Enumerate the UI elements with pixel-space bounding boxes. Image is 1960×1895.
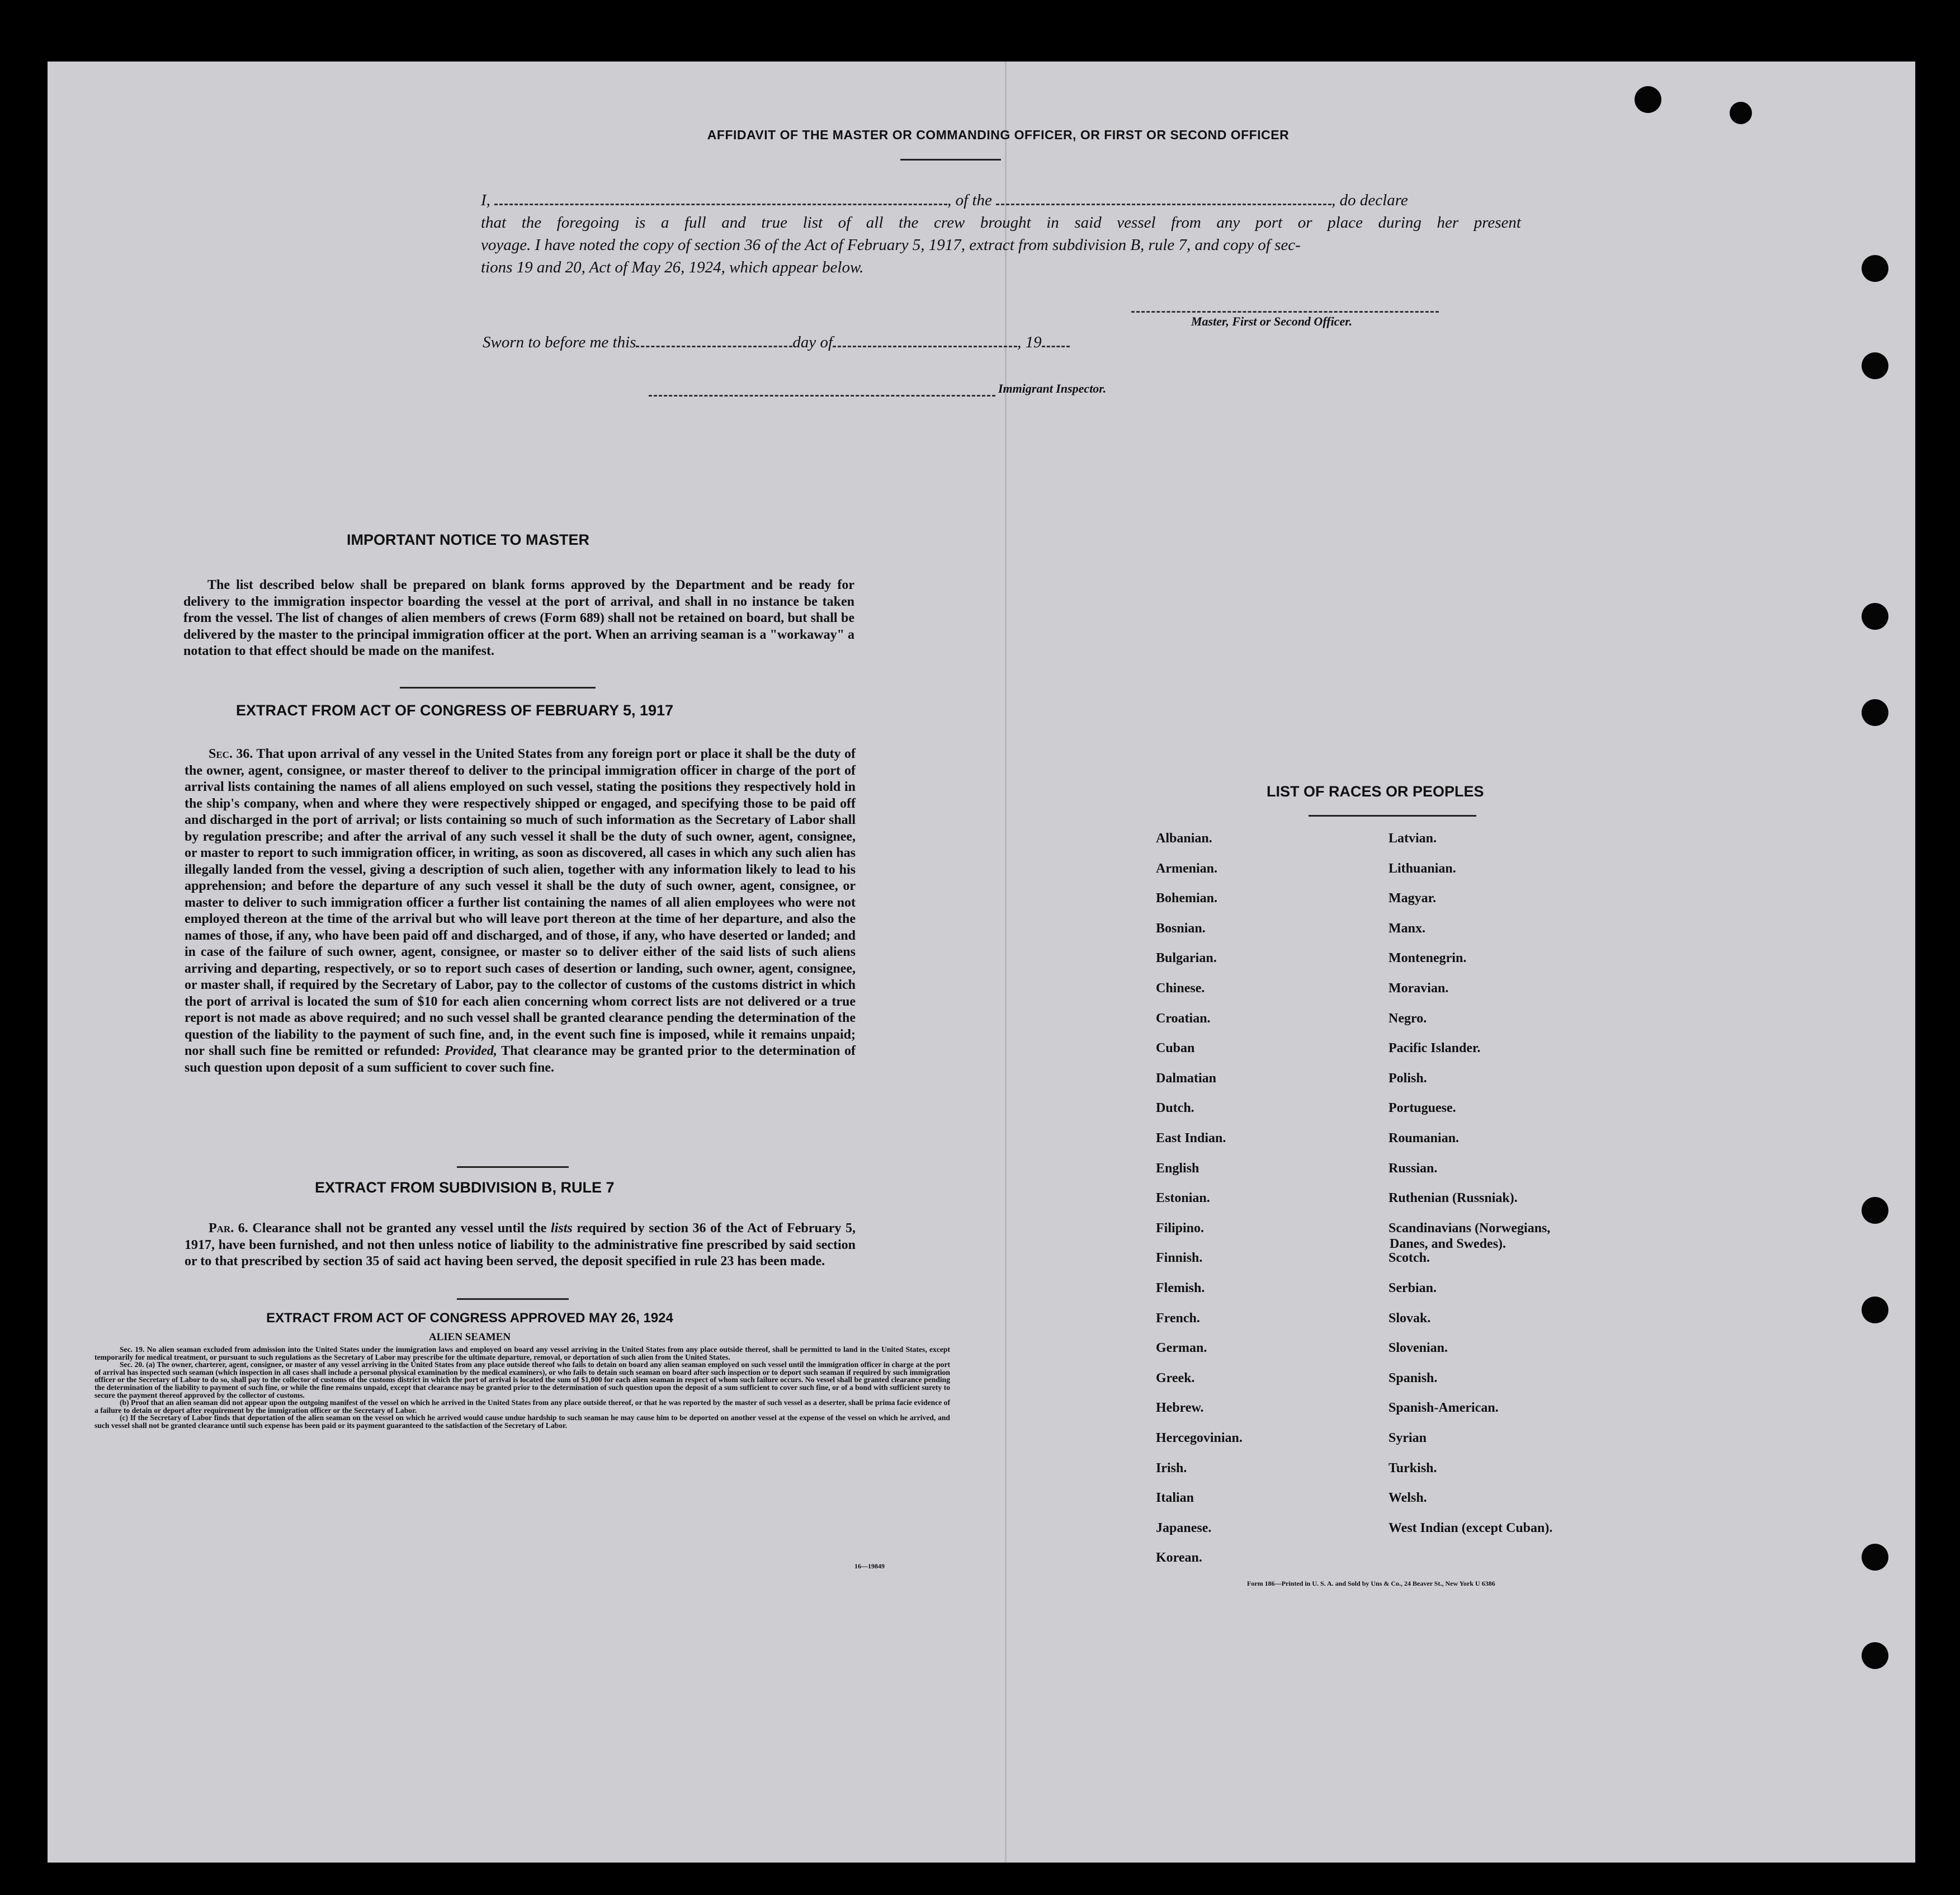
affidavit-line-2: that the foregoing is a full and true list of all the crew brought in said vessel from any port or place during her present <box>481 214 1521 232</box>
race-item: Portuguese. <box>1388 1101 1456 1116</box>
race-item: Korean. <box>1156 1550 1202 1566</box>
punch-hole <box>1862 1544 1888 1571</box>
month-blank[interactable] <box>833 346 1017 347</box>
name-blank[interactable] <box>494 204 947 205</box>
par-6-label: Par. 6. <box>209 1221 248 1236</box>
race-item: German. <box>1156 1341 1207 1356</box>
punch-hole <box>1862 255 1888 282</box>
sec-20a-text: Sec. 20. (a) The owner, charterer, agent, consignee, or master of any vessel arriving in the United States from any place outside thereof who fails to detain on board any alien seaman employed on such vessel until the immigration officer in charge at the port of arrival has inspected such seaman (which inspection in all cases shall include a personal physical examination by the medical examiners), or who fails to detain such seaman on board after such inspection or to deport such seaman if required by such immigration officer or the Secretary of Labor to do so, shall pay to the collector of customs of the customs district in which the port of arrival is located the sum of $1,000 for each alien seaman in respect of whom such failure occurs. No vessel shall be granted clearance pending the determination of the liability to payment of such fine, or while the fine remains unpaid, except that clearance may be granted prior to the determination of such question upon the deposit of a sum sufficient to cover such fine, or of a bond with sufficient surety to secure the payment thereof approved by the collector of customs. <box>95 1360 950 1399</box>
day-of-label: day of <box>792 333 833 351</box>
master-caption: Master, First or Second Officer. <box>1191 314 1353 328</box>
punch-hole <box>1862 1642 1888 1669</box>
race-item: Bosnian. <box>1156 921 1206 936</box>
rule-7-body <box>185 1220 856 1270</box>
affidavit-line-4: tions 19 and 20, Act of May 26, 1924, which appear below. <box>481 258 864 276</box>
extract-1924-body <box>95 1346 950 1430</box>
document-page <box>48 62 1915 1863</box>
race-item: Latvian. <box>1388 831 1437 846</box>
punch-hole <box>1635 86 1661 113</box>
notice-title: IMPORTANT NOTICE TO MASTER <box>347 531 589 548</box>
race-item: Estonian. <box>1156 1191 1210 1206</box>
title-rule <box>900 159 1001 161</box>
race-item: Montenegrin. <box>1388 951 1467 966</box>
year-label: , 19 <box>1017 333 1042 351</box>
year-blank[interactable] <box>1042 346 1070 347</box>
race-item: Albanian. <box>1156 831 1212 846</box>
race-item: Irish. <box>1156 1460 1187 1476</box>
race-item: Syrian <box>1388 1431 1427 1445</box>
race-item: Spanish. <box>1388 1370 1438 1385</box>
race-item: Magyar. <box>1388 891 1437 906</box>
sworn-day-blank[interactable] <box>636 346 792 347</box>
race-item: Bohemian. <box>1156 891 1218 906</box>
race-item: Serbian. <box>1388 1281 1437 1295</box>
extract-1924-subtitle: ALIEN SEAMEN <box>428 1331 511 1343</box>
races-title: LIST OF RACES OR PEOPLES <box>1267 783 1484 800</box>
lists-word: lists <box>551 1221 573 1236</box>
race-item: Ruthenian (Russniak). <box>1388 1191 1518 1206</box>
sec-36-text-end: That clearance may be granted prior to the determination of such question upon deposit of a sum sufficient to cover such fine. <box>185 1044 856 1075</box>
vessel-blank[interactable] <box>996 204 1331 205</box>
par-6-text: Clearance shall not be granted any vessel until the <box>252 1221 547 1236</box>
i-label: I, <box>481 191 490 209</box>
notice-body: The list described below shall be prepared on blank forms approved by the Department and be ready for delivery to the immigration inspector boarding the vessel at the port of arrival, and shall in no instance be taken from the vessel. The list of changes of alien members of crews (Form 689) shall not be retained on board, but shall be delivered by the master to the principal immigration officer at the port. When an arriving seaman is a "workaway" a notation to that effect should be made on the manifest. <box>183 578 854 658</box>
extract-1917-title: EXTRACT FROM ACT OF CONGRESS OF FEBRUARY 5, 1917 <box>236 702 674 719</box>
race-item: Flemish. <box>1156 1281 1205 1295</box>
race-item: Finnish. <box>1156 1251 1203 1266</box>
race-item: Greek. <box>1156 1370 1195 1385</box>
sec-20c-text: (c) If the Secretary of Labor finds that deportation of the alien seaman on the vessel on which he arrived would cause undue hardship to such seaman he may cause him to be deported on another vessel at the expense of the vessel on which he arrived, and such vessel shall not be granted clearance until such expense has been paid or its payment guaranteed to the satisfaction of the Secretary of Labor. <box>95 1413 950 1430</box>
master-signature-line[interactable] <box>1131 311 1439 313</box>
race-item: Scandinavians (Norwegians, <box>1388 1220 1551 1236</box>
race-item: Welsh. <box>1388 1491 1427 1506</box>
race-item: Spanish-American. <box>1388 1401 1499 1416</box>
extract-1924-title: EXTRACT FROM ACT OF CONGRESS APPROVED MAY 26, 1924 <box>266 1311 673 1326</box>
declare-label: , do declare <box>1331 191 1408 209</box>
race-item: Croatian. <box>1156 1011 1211 1026</box>
par-6-text-end: required by section 36 of the Act of February 5, 1917, have been furnished, and not then unless notice of liability to the administrative fine prescribed by said section or to that prescribed by section 35 of said act having been served, the deposit specified in rule 23 has been made. <box>185 1221 856 1269</box>
sec-20b-text: (b) Proof that an alien seaman did not appear upon the outgoing manifest of the vessel on which he arrived in the United States from any place outside thereof, or that he was reported by the master of such vessel as a deserter, shall be prima facie evidence of a failure to detain or deport after requirement by the immigration officer or the Secretary of Labor. <box>95 1398 950 1415</box>
sworn-label: Sworn to before me this <box>483 333 636 351</box>
race-item: Danes, and Swedes). <box>1390 1236 1506 1251</box>
inspector-caption: Immigrant Inspector. <box>998 381 1107 395</box>
form-footer: Form 186—Printed in U. S. A. and Sold by Uns & Co., 24 Beaver St., New York U 6386 <box>1247 1580 1495 1587</box>
affidavit-statement <box>481 189 1521 279</box>
of-the-label: , of the <box>947 191 992 209</box>
sworn-line <box>483 333 1070 352</box>
races-rule <box>1309 815 1476 817</box>
race-item: Manx. <box>1388 921 1425 936</box>
race-item: Moravian. <box>1388 981 1449 996</box>
punch-hole <box>1730 102 1752 124</box>
section-rule <box>457 1298 569 1300</box>
sec-36-label: Sec. 36. <box>209 747 253 761</box>
race-item: East Indian. <box>1156 1131 1226 1146</box>
punch-hole <box>1862 352 1888 379</box>
punch-hole <box>1862 699 1888 726</box>
rule-7-title: EXTRACT FROM SUBDIVISION B, RULE 7 <box>315 1179 615 1196</box>
race-item: Slovenian. <box>1388 1341 1448 1356</box>
inspector-signature-line[interactable] <box>649 395 995 397</box>
race-item: Dutch. <box>1156 1101 1194 1116</box>
race-item: French. <box>1156 1311 1200 1326</box>
race-item: Armenian. <box>1156 861 1217 876</box>
race-item: Polish. <box>1388 1071 1427 1086</box>
race-item: Dalmatian <box>1156 1071 1216 1086</box>
fold-crease <box>1005 62 1007 1863</box>
section-rule <box>457 1166 569 1168</box>
race-item: Italian <box>1156 1491 1194 1506</box>
race-item: Lithuanian. <box>1388 861 1456 876</box>
race-item: English <box>1156 1161 1199 1176</box>
race-item: Bulgarian. <box>1156 951 1217 966</box>
race-item: Filipino. <box>1156 1220 1205 1236</box>
race-item: West Indian (except Cuban). <box>1388 1520 1553 1535</box>
race-item: Cuban <box>1156 1041 1195 1056</box>
race-item: Russian. <box>1388 1161 1438 1176</box>
provided-label: Provided, <box>444 1044 497 1058</box>
sec-36-text: That upon arrival of any vessel in the United States from any foreign port or place it shall be the duty of the owner, agent, consignee, or master thereof to deliver to the principal immigration officer in charge of the port of arrival lists containing the names of all aliens employed on such vessel, stating the positions they respectively hold in the ship's company, when and where they were respectively shipped or engaged, and specifying those to be paid off and discharged in the port of arrival; or lists containing so much of such information as the Secretary of Labor shall by regulation prescribe; and after the arrival of any such vessel it shall be the duty of such owner, agent, consignee, or master to report to such immigration officer, in writing, as soon as discovered, all cases in which any such alien has illegally landed from the vessel, giving a description of such alien, together with any information likely to lead to his apprehension; and before the departure of any such vessel it shall be the duty of such owner, agent, consignee, or master to deliver to such immigration officer a further list containing the names of all alien employees who were not employed thereon at the time of the arrival but who will leave port thereon at the time of her departure, and also the names of those, if any, who have been paid off and discharged, and of those, if any, who have deserted or landed; and in case of the failure of such owner, agent, consignee, or master so to deliver either of the said lists of such aliens arriving and departing, respectively, or so to report such cases of desertion or landing, such owner, agent, consignee, or master shall, if required by the Secretary of Labor, pay to the collector of customs of the customs district in which the port of arrival is located the sum of $10 for each alien concerning whom correct lists are not delivered or a true report is not made as above required; and no such vessel shall be granted clearance pending the determination of the question of the liability to the payment of such fine, and, in the event such fine is imposed, while it remains unpaid; nor shall such fine be remitted or refunded: <box>185 747 856 1058</box>
race-item: Turkish. <box>1388 1460 1437 1476</box>
affidavit-title: AFFIDAVIT OF THE MASTER OR COMMANDING OFFICER, OR FIRST OR SECOND OFFICER <box>707 128 1290 142</box>
punch-hole <box>1862 1197 1888 1224</box>
section-rule <box>400 687 596 689</box>
race-item: Hebrew. <box>1156 1401 1204 1416</box>
race-item: Slovak. <box>1388 1311 1431 1326</box>
sec-19-text: Sec. 19. No alien seaman excluded from admission into the United States under the immigration laws and employed on board any vessel arriving in the United States from any place outside thereof, shall be permitted to land in the United States, except temporarily for medical treatment, or pursuant to such regulations as the Secretary of Labor may prescribe for the ultimate departure, removal, or deportation of such alien from the United States. <box>95 1345 950 1361</box>
race-item: Chinese. <box>1156 981 1205 996</box>
extract-1917-body <box>185 746 856 1076</box>
affidavit-line-3: voyage. I have noted the copy of section 36 of the Act of February 5, 1917, extract from subdivision B, rule 7, and copy of sec- <box>481 236 1301 254</box>
race-item: Roumanian. <box>1388 1131 1460 1146</box>
race-item: Hercegovinian. <box>1156 1431 1243 1445</box>
punch-hole <box>1862 1297 1888 1323</box>
race-item: Scotch. <box>1388 1251 1430 1266</box>
race-item: Pacific Islander. <box>1388 1041 1481 1056</box>
form-code: 16—19849 <box>854 1562 885 1570</box>
punch-hole <box>1862 603 1888 630</box>
race-item: Japanese. <box>1156 1520 1212 1535</box>
race-item: Negro. <box>1388 1011 1427 1026</box>
